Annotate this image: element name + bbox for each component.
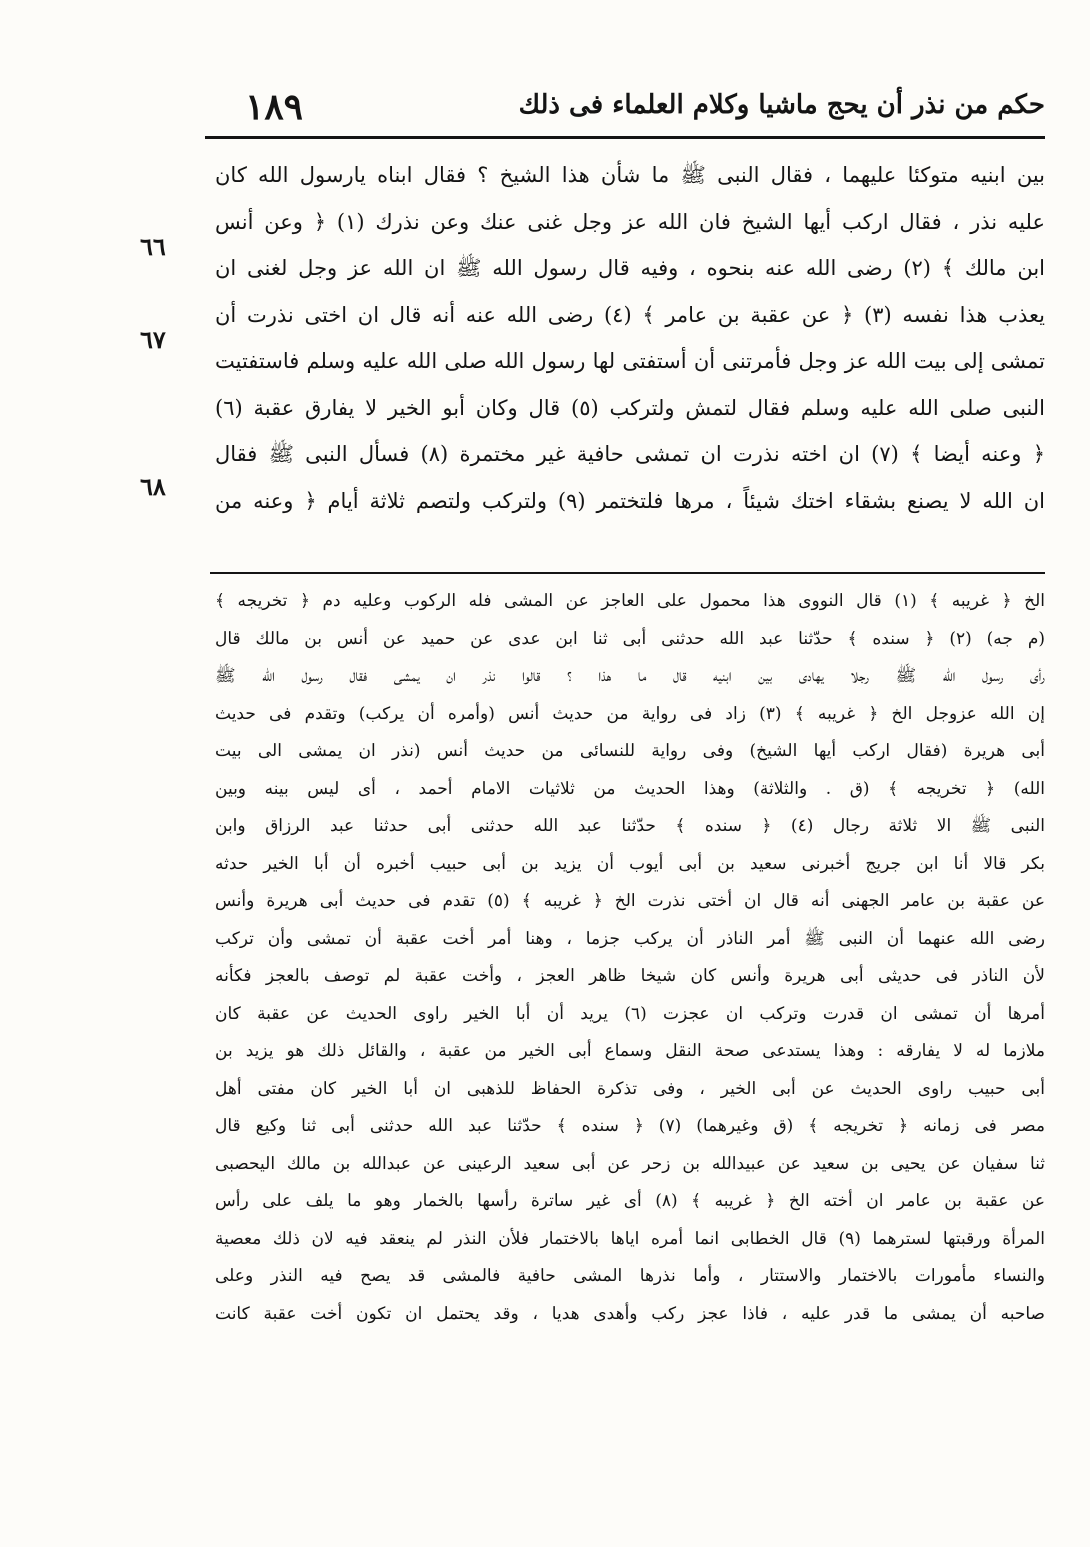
footnote-line: أمرها أن تمشى ان قدرت وتركب ان عجزت (٦) يريد أن أبا الخير راوى الحديث عن عقبة كان — [215, 1003, 1045, 1024]
footnote-line: إن الله عزوجل الخ ﴿ غريبه ﴾ (٣) زاد فى رواية من حديث أنس (وأمره أن يركب) وتقدم فى حديث — [215, 703, 1045, 724]
main-text-line: يعذب هذا نفسه (٣) ﴿ عن عقبة بن عامر ﴾ (٤) رضى الله عنه أنه قال ان اختى نذرت أن — [215, 302, 1045, 327]
footnote-line: أبى حبيب راوى الحديث عن أبى الخير ، وفى تذكرة الحفاظ للذهبى ان أبا الخير كان مفتى أهل — [215, 1078, 1045, 1099]
footnote-line: ملازما له لا يفارقه : وهذا يستدعى صحة النقل وسماع أبى الخير من عقبة ، والقائل ذلك هو يزيد بن — [215, 1041, 1045, 1061]
header-rule — [205, 136, 1045, 139]
footnote-line: رأى رسول الله ﷺ رجلا يهادى بين ابنيه قال ما هذا ؟ قالوا نذر ان يمشى فقال رسول الله ﷺ — [215, 666, 1045, 686]
main-text-line: تمشى إلى بيت الله عز وجل فأمرتنى أن أستفتى لها رسول الله صلى الله عليه وسلم فاستفتيت — [215, 349, 1045, 373]
footnote-line: المرأة ورقبتها لسترهما (٩) قال الخطابى انما أمره اياها بالاختمار فلأن النذر لم ينعقد فيه لان ذلك معصية — [215, 1228, 1045, 1249]
main-text-line: ابن مالك ﴾ (٢) رضى الله عنه بنحوه ، وفيه قال رسول الله ﷺ ان الله عز وجل لغنى ان — [215, 256, 1045, 280]
footnote-line: لأن الناذر فى حديثى أبى هريرة وأنس كان شيخا ظاهر العجز ، وأخت عقبة لم توصف بالعجز فكأنه — [215, 966, 1045, 986]
footnote-line: عن عقبة بن عامر ان أخته الخ ﴿ غريبه ﴾ (٨) أى غير ساترة رأسها بالخمار وهو ما يلف على رأس — [215, 1191, 1045, 1211]
footnote-line: بكر قالا أنا ابن جريج أخبرنى سعيد بن أبى أيوب أن يزيد بن أبى حبيب أخبره أن أبا الخير حدثه — [215, 853, 1045, 874]
footnote-line: الله) ﴿ تخريجه ﴾ (ق . والثلاثة) وهذا الحديث من ثلاثيات الامام أحمد ، أى ليس بينه وبين — [215, 778, 1045, 799]
main-text-line: ان الله لا يصنع بشقاء اختك شيئاً ، مرها فلتختمر (٩) ولتركب ولتصم ثلاثة أيام ﴿ وعنه من — [215, 488, 1045, 513]
hadith-number: ٦٨ — [140, 472, 166, 501]
footnote-line: أبى هريرة (فقال اركب أيها الشيخ) وفى رواية للنسائى من حديث أنس (نذر ان يمشى الى بيت — [215, 741, 1045, 761]
hadith-number: ٦٦ — [140, 232, 166, 261]
hadith-number: ٦٧ — [140, 325, 166, 354]
footnotes — [215, 583, 1045, 1333]
page-number: ١٨٩ — [245, 86, 304, 128]
main-text-line: بين ابنيه متوكئا عليهما ، فقال النبى ﷺ ما شأن هذا الشيخ ؟ فقال ابناه يارسول الله كان — [215, 163, 1045, 187]
running-title: حكم من نذر أن يحج ماشيا وكلام العلماء فى ذلك — [518, 90, 1045, 120]
main-text — [215, 152, 1045, 524]
page-header — [205, 86, 1045, 130]
footnote-line: صاحبه أن يمشى ما قدر عليه ، فاذا عجز ركب وأهدى هديا ، وقد يحتمل ان تكون أخت عقبة كانت — [215, 1303, 1045, 1324]
footnote-rule — [210, 572, 1045, 574]
main-text-line: ﴿ وعنه أيضا ﴾ (٧) ان اخته نذرت ان تمشى حافية غير مختمرة (٨) فسأل النبى ﷺ فقال — [215, 442, 1045, 466]
footnote-line: الخ ﴿ غريبه ﴾ (١) قال النووى هذا محمول على العاجز عن المشى فله الركوب وعليه دم ﴿ تخريجه ﴾ — [215, 591, 1045, 611]
footnote-line: (م جه) (٢) ﴿ سنده ﴾ حدّثنا عبد الله حدثنى أبى ثنا ابن عدى عن حميد عن أنس بن مالك قال — [215, 628, 1045, 649]
footnote-line: مصر فى زمانه ﴿ تخريجه ﴾ (ق وغيرهما) (٧) ﴿ سنده ﴾ حدّثنا عبد الله حدثنى أبى ثنا وكيع قال — [215, 1116, 1045, 1136]
footnote-line: والنساء مأمورات بالاختمار والاستتار ، وأما نذرها المشى حافية فالمشى قد يصح فيه النذر وعلى — [215, 1266, 1045, 1286]
footnote-line: ثنا سفيان عن يحيى بن سعيد عن عبيدالله بن زحر عن أبى سعيد الرعينى عن عبدالله بن مالك اليحصبى — [215, 1153, 1045, 1174]
main-text-line: النبى صلى الله عليه وسلم فقال لتمش ولتركب (٥) قال وكان أبو الخير لا يفارق عقبة (٦) — [215, 395, 1045, 420]
footnote-line: عن عقبة بن عامر الجهنى أنه قال ان أختى نذرت الخ ﴿ غريبه ﴾ (٥) تقدم فى حديث أبى هريرة وأنس — [215, 891, 1045, 911]
main-text-line: عليه نذر ، فقال اركب أيها الشيخ فان الله عز وجل غنى عنك وعن نذرك (١) ﴿ وعن أنس — [215, 209, 1045, 234]
footnote-line: رضى الله عنهما أن النبى ﷺ أمر الناذر أن يركب جزما ، وهنا أمر أخت عقبة أن تمشى وأن تركب — [215, 928, 1045, 949]
footnote-line: النبى ﷺ الا ثلاثة رجال (٤) ﴿ سنده ﴾ حدّثنا عبد الله حدثنى أبى حدثنا عبد الرزاق وابن — [215, 816, 1045, 836]
